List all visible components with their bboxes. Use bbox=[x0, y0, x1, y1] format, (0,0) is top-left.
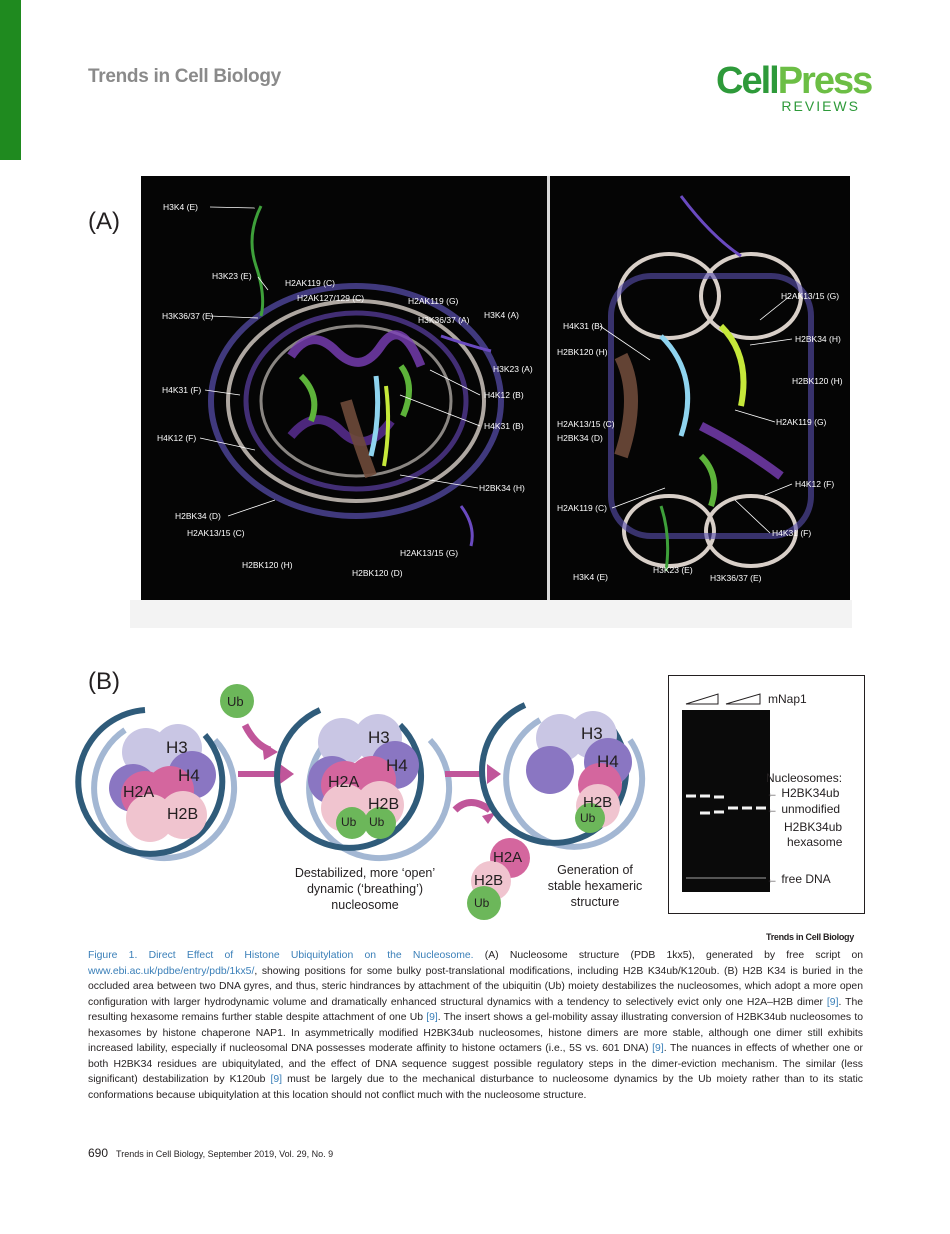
page-number: 690 bbox=[88, 1146, 109, 1160]
label-right-9: H2AK119 (C) bbox=[557, 503, 607, 513]
label-right-12: H3K23 (E) bbox=[653, 565, 693, 575]
label-right-5: H2AK119 (G) bbox=[776, 417, 827, 427]
gel-bands bbox=[682, 710, 770, 892]
caption-right-line-1: Generation of bbox=[557, 863, 633, 877]
caption-text-2: , showing positions for some bulky post-translational modifications, including H2B K34ub/K120ub. (B) H2B K34 is buried in the occluded area between two DNA gyres, and thus, steric hindrances by attachment of the ubiquitin (Ub) moiety destabilizes the nucleosomes, which adopt a more open configuration with larger hydrodynamic volume and dramatically enhanced structural dynamics with a tendency to selectively evict only one H2A–H2B dimer bbox=[88, 965, 863, 1008]
h4-label-3: H4 bbox=[597, 752, 619, 771]
caption-mid-line-1: Destabilized, more ‘open’ bbox=[294, 866, 436, 880]
label-left-6: H3K36/37 (A) bbox=[418, 315, 470, 325]
label-right-1: H4K31 (B) bbox=[563, 321, 603, 331]
label-left-8: H3K23 (A) bbox=[493, 364, 533, 374]
label-left-7: H3K4 (A) bbox=[484, 310, 519, 320]
h4-label-2: H4 bbox=[386, 756, 408, 775]
gel-free-dna-label: ← free DNA bbox=[766, 872, 831, 886]
gel-image bbox=[682, 710, 770, 892]
panel-b-label: (B) bbox=[88, 668, 120, 695]
ub-label-2a: Ub bbox=[341, 815, 357, 829]
gel-hexasome-label-2: hexasome bbox=[787, 835, 843, 849]
label-left-1: H3K23 (E) bbox=[212, 271, 252, 281]
label-left-9: H4K12 (B) bbox=[484, 390, 524, 400]
label-left-11: H4K31 (B) bbox=[484, 421, 524, 431]
label-right-8: H4K12 (F) bbox=[795, 479, 835, 489]
logo-reviews: REVIEWS bbox=[781, 98, 860, 114]
caption-text-5: . The nuances in effects of whether one or both H2BK34 residues are ubiquitylated, and the effect of DNA sequence suggest possible regulatory steps in the dimer-eviction mechanism. The similar (less significant) destabilization by K120ub bbox=[88, 1043, 863, 1085]
caption-right-line-2: stable hexameric bbox=[547, 879, 643, 893]
label-right-0: H2AK13/15 (G) bbox=[781, 291, 840, 301]
caption-text-6: must be largely due to the mechanical disturbance to nucleosome dynamics by the Ub moiety rather than to its static conformations because ubiquitylation at this location should not conflict much with the nucleosome structure. bbox=[88, 1074, 863, 1101]
label-left-17: H2BK120 (H) bbox=[242, 560, 293, 570]
label-left-2: H2AK119 (C) bbox=[285, 278, 335, 288]
caption-ref-3[interactable]: [9] bbox=[652, 1043, 664, 1054]
h2b-label-3: H2B bbox=[583, 794, 613, 811]
logo-cell: Cell bbox=[716, 60, 778, 102]
label-left-3: H2AK127/129 (C) bbox=[297, 293, 365, 303]
h2b-label-2: H2B bbox=[368, 796, 400, 813]
h3-label-1: H3 bbox=[166, 738, 188, 757]
h2a-label-evicted: H2A bbox=[493, 849, 523, 866]
caption-ref-1[interactable]: [9] bbox=[826, 996, 839, 1008]
h2a-label-1: H2A bbox=[123, 784, 155, 801]
label-right-6: H2AK13/15 (C) bbox=[557, 419, 615, 429]
gel-unmodified-label: ← unmodified bbox=[766, 802, 841, 816]
h3-label-2: H3 bbox=[368, 728, 390, 747]
label-right-7: H2BK34 (D) bbox=[557, 433, 603, 443]
h2b-label-1: H2B bbox=[167, 806, 199, 823]
label-left-18: H2BK120 (D) bbox=[352, 568, 403, 578]
figure-credit: Trends in Cell Biology bbox=[766, 932, 854, 942]
caption-mid-line-3: nucleosome bbox=[331, 898, 399, 912]
panel-a-label: (A) bbox=[88, 208, 120, 235]
ub-label-2b: Ub bbox=[369, 815, 385, 829]
caption-mid-line-2: dynamic (‘breathing’) bbox=[306, 882, 424, 896]
logo-press: Press bbox=[777, 60, 872, 102]
ub-label-evicted: Ub bbox=[474, 896, 490, 910]
h2a-label-2: H2A bbox=[328, 774, 360, 791]
ub-label-incoming: Ub bbox=[227, 694, 244, 709]
label-right-13: H3K36/37 (E) bbox=[710, 573, 762, 583]
caption-text-3: . The resulting hexasome remains further stable despite attachment of one Ub bbox=[88, 996, 863, 1023]
label-left-4: H2AK119 (G) bbox=[408, 296, 459, 306]
caption-text-4: . The insert shows a gel-mobility assay illustrating conversion of H2BK34ub nucleosomes to hexasomes by histone chaperone NAP1. In asymmetrically modified H2BK34ub nucleosomes, histone dimers are more stable, although one dimer still exhibits increased lability, especially if nucleosomal DNA possesses moderate affinity to histone octamers (i.e., 5S vs. 601 DNA) bbox=[88, 1012, 863, 1054]
ub-label-3: Ub bbox=[580, 811, 596, 825]
caption-right-line-3: structure bbox=[570, 895, 620, 909]
label-left-0: H3K4 (E) bbox=[163, 202, 198, 212]
label-right-2: H2BK34 (H) bbox=[795, 334, 841, 344]
label-right-4: H2BK120 (H) bbox=[792, 376, 843, 386]
label-left-15: H2AK13/15 (C) bbox=[187, 528, 245, 538]
gel-h2bk34ub-label: ← H2BK34ub bbox=[766, 786, 840, 800]
gel-nucleosomes-label: Nucleosomes: bbox=[766, 771, 843, 785]
footer-citation: Trends in Cell Biology, September 2019, Vol. 29, No. 9 bbox=[116, 1149, 334, 1159]
label-left-5: H3K36/37 (E) bbox=[162, 311, 214, 321]
journal-title: Trends in Cell Biology bbox=[88, 66, 281, 87]
h3-label-3: H3 bbox=[581, 724, 603, 743]
label-right-3: H2BK120 (H) bbox=[557, 347, 608, 357]
gel-hexasome-label-1: H2BK34ub bbox=[784, 820, 843, 834]
label-left-13: H2BK34 (H) bbox=[479, 483, 525, 493]
figure-caption bbox=[88, 948, 863, 1103]
gel-mnap1-label: mNap1 bbox=[768, 692, 807, 706]
label-left-10: H4K31 (F) bbox=[162, 385, 202, 395]
caption-ref-4[interactable]: [9] bbox=[270, 1074, 283, 1085]
page-footer bbox=[88, 1146, 333, 1160]
caption-ref-2[interactable]: [9] bbox=[426, 1012, 438, 1023]
h2b-label-evicted: H2B bbox=[474, 872, 504, 889]
label-right-10: H4K31 (F) bbox=[772, 528, 812, 538]
label-left-16: H2AK13/15 (G) bbox=[400, 548, 459, 558]
label-left-14: H2BK34 (D) bbox=[175, 511, 221, 521]
h4-label-1: H4 bbox=[178, 766, 200, 785]
caption-link[interactable]: www.ebi.ac.uk/pdbe/entry/pdb/1kx5/ bbox=[88, 965, 255, 977]
label-left-12: H4K12 (F) bbox=[157, 433, 197, 443]
label-right-11: H3K4 (E) bbox=[573, 572, 608, 582]
caption-title: Figure 1. Direct Effect of Histone Ubiquitylation on the Nucleosome. bbox=[88, 950, 474, 961]
caption-text-1: (A) Nucleosome structure (PDB 1kx5), generated by free script on bbox=[473, 950, 863, 961]
